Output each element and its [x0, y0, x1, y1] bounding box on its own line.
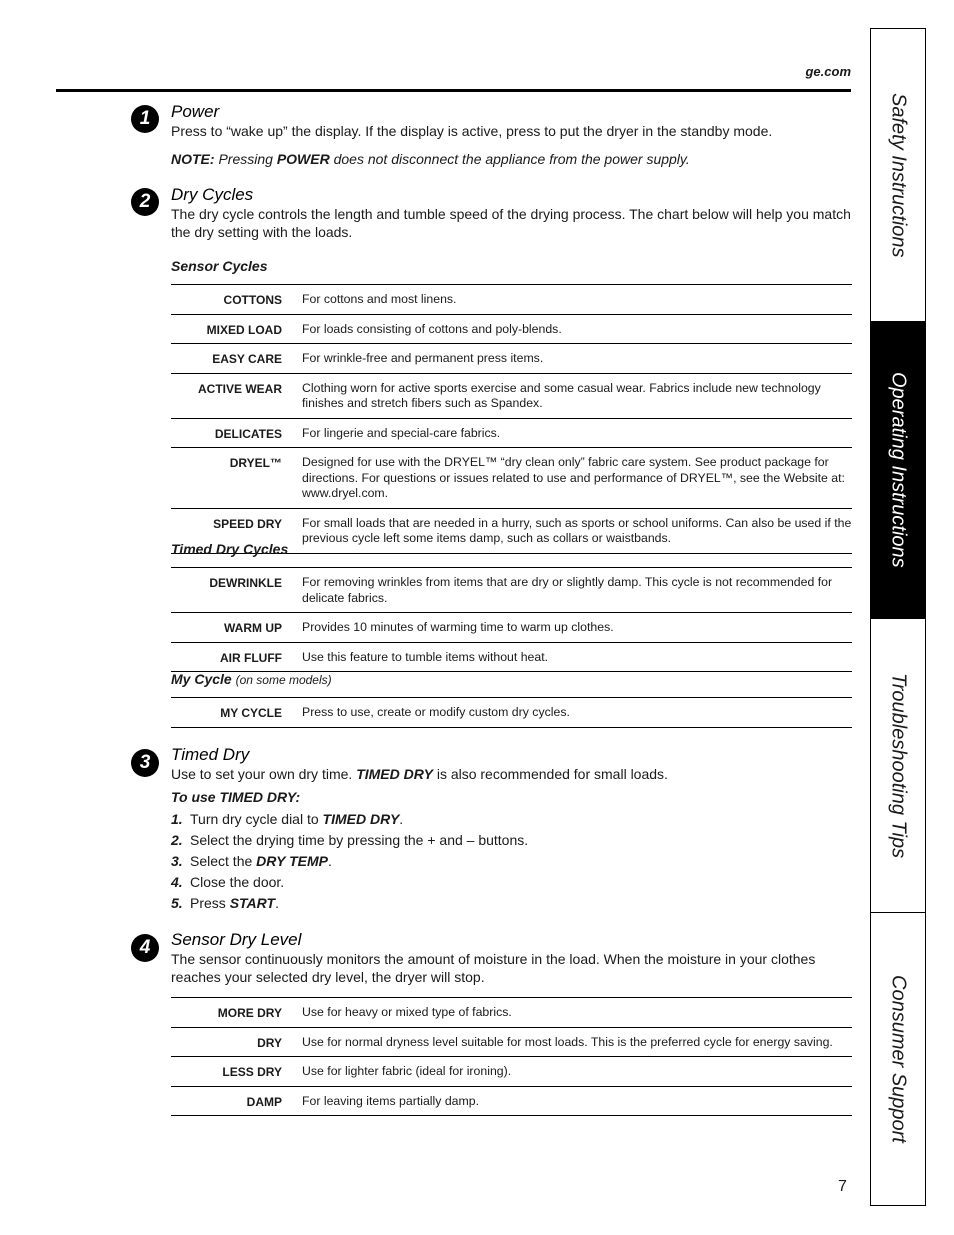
note-strong: POWER — [276, 151, 330, 167]
cycle-name: DEWRINKLE — [209, 576, 282, 590]
cycle-description: For small loads that are needed in a hurry, such as sports or school uniforms. Can also be used if the previous cycle left some items damp, such as collars or waistbands. — [302, 515, 852, 545]
timed-dry-howto-heading: To use TIMED DRY: — [171, 789, 301, 805]
side-tab-label: Operating Instructions — [887, 372, 910, 568]
timed-dry-description — [171, 765, 851, 783]
cycle-name: COTTONS — [223, 293, 282, 307]
step-text: Close the door. — [190, 874, 285, 890]
my-cycle-heading-note: (on some models) — [235, 673, 332, 687]
step-strong: TIMED DRY — [322, 811, 400, 827]
side-tab-label: Troubleshooting Tips — [887, 672, 910, 859]
table-row — [171, 448, 852, 509]
list-item — [171, 830, 528, 851]
side-tab-safety-instructions[interactable] — [871, 29, 925, 322]
cycle-description: Designed for use with the DRYEL™ “dry clean only” fabric care system. See product package for directions. For questions or issues related to use and performance of DRYEL™, see the Website at: www.dryel.com. — [302, 455, 845, 500]
step-strong: DRY TEMP — [256, 853, 328, 869]
note-text-pre: Pressing — [214, 151, 277, 167]
table-row — [171, 568, 852, 613]
cycle-name: MY CYCLE — [220, 706, 282, 720]
table-row — [171, 374, 852, 419]
dry-cycles-description: The dry cycle controls the length and tumble speed of the drying process. The chart below will help you match the dry setting with the loads. — [171, 206, 851, 240]
step-number: 1. — [171, 811, 183, 827]
step-text: Turn dry cycle dial to — [190, 811, 323, 827]
cycle-description: For loads consisting of cottons and poly-blends. — [302, 321, 562, 336]
cycle-name: DELICATES — [214, 426, 282, 441]
cycle-name: MORE DRY — [217, 1006, 282, 1020]
timed-dry-cycles-table — [171, 567, 852, 672]
section-number-badge: 4 — [131, 934, 159, 962]
cycle-description: Use for lighter fabric (ideal for ironing). — [302, 1064, 512, 1078]
side-tab-label: Consumer Support — [887, 975, 910, 1143]
side-tab-consumer-support[interactable] — [871, 913, 925, 1205]
page-number: 7 — [838, 1178, 847, 1195]
my-cycle-heading — [171, 671, 332, 687]
table-row — [171, 998, 852, 1028]
list-item — [171, 851, 528, 872]
table-row — [171, 285, 852, 315]
power-note — [171, 150, 851, 168]
table-row — [171, 643, 852, 673]
power-description: Press to “wake up” the display. If the display is active, press to put the dryer in the standby mode. — [171, 123, 773, 139]
table-row — [171, 698, 852, 728]
timed-dry-cycles-heading: Timed Dry Cycles — [171, 541, 289, 557]
section-number-badge: 3 — [131, 749, 159, 777]
step-text-post: . — [275, 895, 279, 911]
step-number: 5. — [171, 895, 183, 911]
cycle-description: For cottons and most linens. — [302, 292, 457, 306]
side-section-tabs — [870, 28, 926, 1206]
cycle-name: WARM UP — [224, 621, 282, 635]
timed-dry-text-pre: Use to set your own dry time. — [171, 766, 357, 782]
header-rule — [56, 89, 851, 92]
table-row — [171, 419, 852, 449]
cycle-name: LESS DRY — [222, 1065, 282, 1079]
sensor-cycles-table — [171, 284, 852, 554]
list-item — [171, 809, 528, 830]
section-title-sensor-dry-level: Sensor Dry Level — [171, 930, 302, 949]
cycle-description: Use for normal dryness level suitable for most loads. This is the preferred cycle for energy saving. — [302, 1034, 833, 1049]
step-text: Select the drying time by pressing the + and – buttons. — [190, 832, 529, 848]
step-number: 3. — [171, 853, 183, 869]
cycle-name: EASY CARE — [212, 352, 282, 366]
cycle-description: For lingerie and special-care fabrics. — [302, 425, 501, 440]
section-title-power: Power — [171, 102, 220, 121]
side-tab-troubleshooting-tips[interactable] — [871, 619, 925, 913]
cycle-description: Press to use, create or modify custom dry cycles. — [302, 705, 570, 719]
cycle-description: For wrinkle-free and permanent press items. — [302, 351, 544, 365]
section-title-timed-dry: Timed Dry — [171, 745, 250, 764]
side-tab-label: Safety Instructions — [887, 92, 910, 258]
sensor-cycles-heading: Sensor Cycles — [171, 258, 268, 274]
cycle-description: Use this feature to tumble items without heat. — [302, 649, 549, 664]
cycle-description: For leaving items partially damp. — [302, 1093, 480, 1108]
cycle-description: Clothing worn for active sports exercise and some casual wear. Fabrics include new technology finishes and stretch fibers such as Spandex. — [302, 380, 821, 410]
step-text-post: . — [399, 811, 404, 827]
cycle-description: For removing wrinkles from items that are dry or slightly damp. This cycle is not recommended for delicate fabrics. — [302, 575, 833, 605]
sensor-dry-level-table — [171, 997, 852, 1116]
site-url: ge.com — [805, 64, 851, 79]
side-tab-operating-instructions[interactable] — [871, 322, 925, 619]
table-row — [171, 344, 852, 374]
table-row — [171, 1087, 852, 1117]
section-title-dry-cycles: Dry Cycles — [171, 185, 254, 204]
section-number-badge: 1 — [131, 105, 159, 133]
list-item — [171, 893, 528, 914]
cycle-name: DAMP — [246, 1094, 282, 1109]
cycle-name: AIR FLUFF — [220, 650, 282, 665]
note-text-post: does not disconnect the appliance from the power supply. — [329, 151, 690, 167]
cycle-name: SPEED DRY — [213, 516, 282, 531]
sensor-dry-description: The sensor continuously monitors the amount of moisture in the load. When the moisture in your clothes reaches your selected dry level, the dryer will stop. — [171, 951, 816, 985]
timed-dry-strong: TIMED DRY — [356, 766, 433, 782]
table-row — [171, 1057, 852, 1087]
step-text-post: . — [328, 853, 332, 869]
table-row — [171, 613, 852, 643]
note-label: NOTE: — [171, 151, 215, 167]
my-cycle-table — [171, 697, 852, 728]
cycle-name: DRYEL™ — [229, 456, 282, 470]
cycle-name: MIXED LOAD — [206, 322, 282, 337]
list-item — [171, 872, 528, 893]
cycle-name: ACTIVE WEAR — [198, 381, 282, 396]
section-number-badge: 2 — [131, 188, 159, 216]
cycle-description: Provides 10 minutes of warming time to warm up clothes. — [302, 620, 614, 634]
step-text: Press — [190, 895, 230, 911]
step-number: 4. — [171, 874, 183, 890]
table-row — [171, 1028, 852, 1058]
cycle-name: DRY — [257, 1035, 282, 1050]
step-text: Select the — [190, 853, 257, 869]
step-number: 2. — [171, 832, 183, 848]
step-strong: START — [229, 895, 276, 911]
cycle-description: Use for heavy or mixed type of fabrics. — [302, 1005, 512, 1019]
timed-dry-text-post: is also recommended for small loads. — [432, 766, 668, 782]
timed-dry-steps — [171, 809, 528, 914]
table-row — [171, 315, 852, 345]
my-cycle-heading-text: My Cycle — [171, 671, 232, 687]
